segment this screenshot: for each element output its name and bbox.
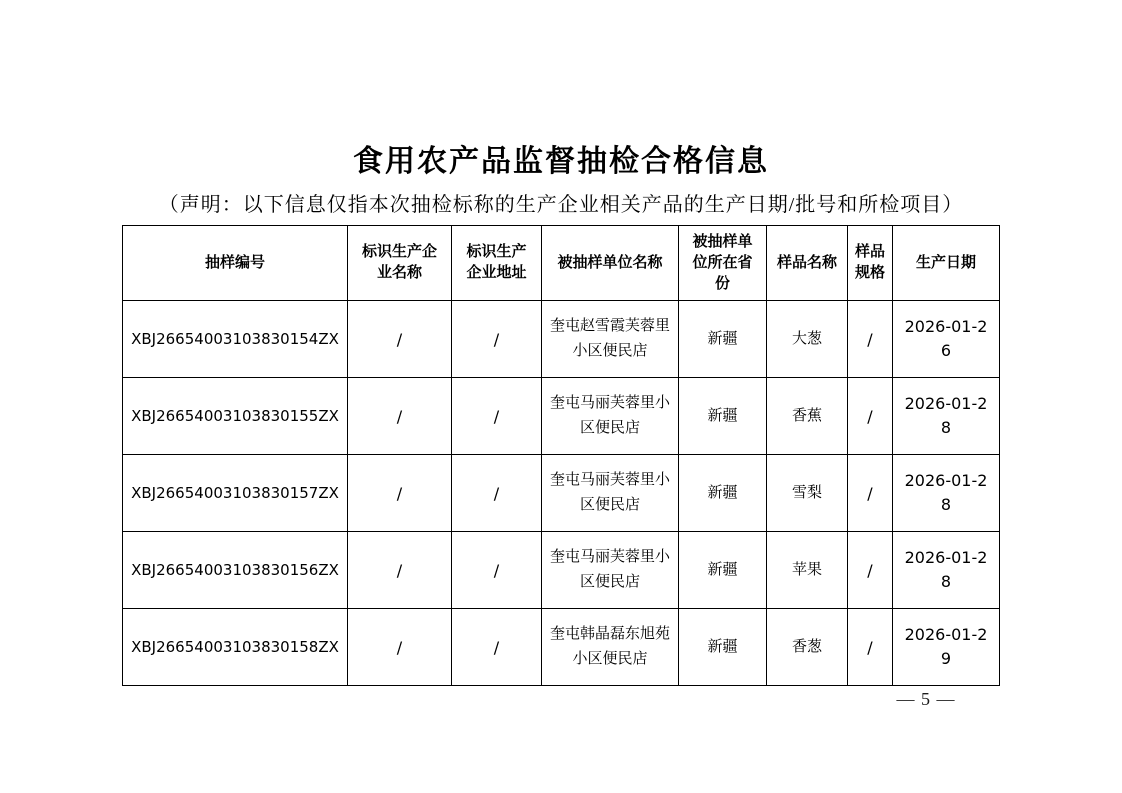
column-header-producer-address: 标识生产企业地址 (452, 226, 542, 301)
table-cell: / (848, 378, 893, 455)
column-header-sample-name: 样品名称 (767, 226, 848, 301)
column-header-sample-spec: 样品规格 (848, 226, 893, 301)
column-header-province: 被抽样单位所在省份 (679, 226, 767, 301)
page-title: 食用农产品监督抽检合格信息 (353, 145, 769, 178)
column-header-sampled-unit: 被抽样单位名称 (542, 226, 679, 301)
table-cell: 奎屯马丽芙蓉里小区便民店 (542, 455, 679, 532)
table-cell: / (348, 455, 452, 532)
table-row (123, 378, 1000, 455)
table-cell: / (348, 378, 452, 455)
table-cell: / (452, 301, 542, 378)
table-cell: 苹果 (767, 532, 848, 609)
table-cell: / (452, 378, 542, 455)
table-cell: / (452, 609, 542, 686)
column-header-sample-number: 抽样编号 (123, 226, 348, 301)
table-cell: 奎屯赵雪霞芙蓉里小区便民店 (542, 301, 679, 378)
table-cell: XBJ26654003103830157ZX (123, 455, 348, 532)
table-cell: 大葱 (767, 301, 848, 378)
table-cell: 2026-01-29 (893, 609, 1000, 686)
page-number: — 5 — (896, 689, 956, 709)
header-row (123, 226, 1000, 301)
table-cell: 奎屯马丽芙蓉里小区便民店 (542, 378, 679, 455)
table-cell: 2026-01-28 (893, 455, 1000, 532)
table-body (123, 301, 1000, 686)
table-cell: / (348, 301, 452, 378)
table-cell: 2026-01-26 (893, 301, 1000, 378)
table-cell: / (848, 532, 893, 609)
table-cell: 2026-01-28 (893, 532, 1000, 609)
table-cell: / (848, 301, 893, 378)
table-cell: 2026-01-28 (893, 378, 1000, 455)
table-cell: / (452, 532, 542, 609)
inspection-table (122, 225, 1000, 686)
table-cell: 奎屯韩晶磊东旭苑小区便民店 (542, 609, 679, 686)
table-row (123, 532, 1000, 609)
table-cell: 香葱 (767, 609, 848, 686)
table-cell: XBJ26654003103830155ZX (123, 378, 348, 455)
table-row (123, 609, 1000, 686)
table-cell: / (848, 609, 893, 686)
table-row (123, 455, 1000, 532)
column-header-producer-name: 标识生产企业名称 (348, 226, 452, 301)
table-header (123, 226, 1000, 301)
table-row (123, 301, 1000, 378)
table-cell: 新疆 (679, 301, 767, 378)
table-cell: XBJ26654003103830158ZX (123, 609, 348, 686)
table-cell: 奎屯马丽芙蓉里小区便民店 (542, 532, 679, 609)
table-cell: 香蕉 (767, 378, 848, 455)
table-cell: XBJ26654003103830156ZX (123, 532, 348, 609)
table-cell: 新疆 (679, 532, 767, 609)
table-cell: / (848, 455, 893, 532)
table-cell: / (348, 609, 452, 686)
table-cell: 雪梨 (767, 455, 848, 532)
table-cell: 新疆 (679, 455, 767, 532)
table-cell: / (348, 532, 452, 609)
disclaimer-text: （声明：以下信息仅指本次抽检标称的生产企业相关产品的生产日期/批号和所检项目） (158, 194, 964, 216)
table-cell: 新疆 (679, 378, 767, 455)
table-cell: XBJ26654003103830154ZX (123, 301, 348, 378)
table-cell: 新疆 (679, 609, 767, 686)
column-header-production-date: 生产日期 (893, 226, 1000, 301)
table-cell: / (452, 455, 542, 532)
